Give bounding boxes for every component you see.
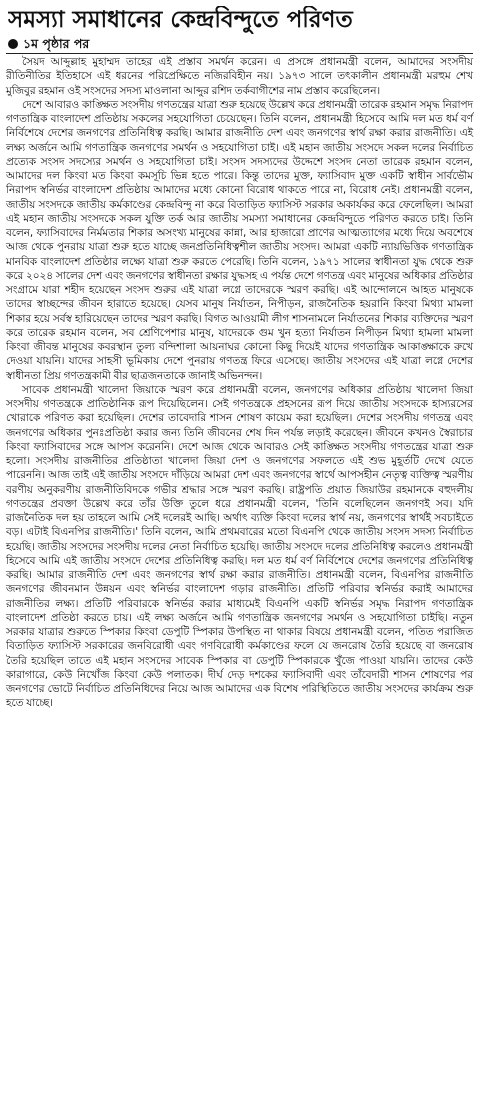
headline: সমস্যা সমাধানের কেন্দ্রবিন্দুতে পরিণত bbox=[8, 7, 353, 33]
continuation-note bbox=[8, 35, 473, 53]
paragraph-2: দেশে আবারও কাঙ্ক্ষিত সংসদীয় গণতন্ত্রের যাত্রা শুরু হয়েছে উল্লেখ করে প্রধানমন্ত্রী তারেক রহমান সমৃদ্ধ নিরাপদ গণতান্ত্রিক বাংলাদেশ প্রতিষ্ঠায় সকলের সহযোগিতা চেয়েছেন। তিনি বলেন, প্রধানমন্ত্রী হিসেবে আমি দল মত ধর্ম বর্ণ নির্বিশেষে দেশের জনগণের প্রতিনিধিত্ব করছি। আমার রাজনীতি দেশ এবং জনগণের স্বার্থ রক্ষা করার রাজনীতি। এই লক্ষ্য অর্জনে আমি গণতান্ত্রিক জনগণের সমর্থন ও সহযোগিতা চাই। এই মহান জাতীয় সংসদে সকল দলের নির্বাচিত প্রত্যেক সংসদ সদস্যের সমর্থন ও সহযোগিতা চাই। সংসদ সদস্যদের উদ্দেশে সংসদ নেতা তারেক রহমান বলেন, আমাদের দল কিংবা মত কিংবা কমসূচি ভিন্ন হতে পারে। কিন্তু তাদের মুক্ত, ফ্যাসিবাদ মুক্ত একটি স্বাধীন সার্বভৌম নিরাপদ স্বনির্ভর বাংলাদেশ প্রতিষ্ঠায় আমাদের মধ্যে কোনো বিরোধ থাকতে পারে না, বিরোধ নেই। প্রধানমন্ত্রী বলেন, জাতীয় সংসদকে জাতীয় কর্মকাণ্ডের কেন্দ্রবিন্দু না করে বিতাড়িত ফ্যাসিস্ট সরকার অকার্যকর করে ফেলেছিল। আমরা এই মহান জাতীয় সংসদকে সকল যুক্তি তর্ক আর জাতীয় সমস্যা সমাধানের কেন্দ্রবিন্দুতে পরিণত করতে চাই। তিনি বলেন, ফ্যাসিবাদের নির্মমতার শিকার অসংখ্য মানুষের কান্না, আর হাজারো প্রাণের আত্মত্যাগের মধ্যে দিয়ে অবশেষে আজ থেকে পুনরায় যাত্রা শুরু হতে যাচ্ছে জনপ্রতিনিধিত্বশীল জাতীয় সংসদ। আমরা একটি ন্যায়ভিত্তিক গণতান্ত্রিক মানবিক বাংলাদেশ প্রতিষ্ঠার লক্ষ্যে যাত্রা শুরু করতে পেরেছি। তিনি বলেন, ১৯৭১ সালের স্বাধীনতা যুদ্ধ থেকে শুরু করে ২০২৪ সালের দেশ এবং জনগণের স্বাধীনতা রক্ষার যুদ্ধসহ এ পর্যন্ত দেশে গণতন্ত্র এবং মানুষের অধিকার প্রতিষ্ঠার সংগ্রামে যারা শহীদ হয়েছেন সংসদ শুরুর এই যাত্রা লগ্নে তাদেরকে স্মরণ করছি। এই আন্দোলনে আহত মানুষকে তাদের স্বাচ্ছন্দের জীবন হারাতে হয়েছে। যেসব মানুষ নির্যাতন, নিপীড়ন, রাজনৈতিক হয়রানি কিংবা মিথ্যা মামলা শিকার হয়ে সর্বস্ব হারিয়েছেন তাদের স্মরণ করছি। বিগত আওয়ামী লীগ শাসনামলে নির্যাতনের শিকার ব্যক্তিদের স্মরণ করে তারেক রহমান বলেন, সব শ্রেণিপেশার মানুষ, যাদেরকে গুম খুন হত্যা নির্যাতন নিপীড়ন মিথ্যা হামলা মামলা কিংবা জীবন্ত মানুষের কবরস্থান তুল্য বন্দিশালা আয়নাঘর কোনো কিছু দিয়েই যাদের গণতান্ত্রিক আকাঙ্ক্ষাকে রুখে দেওয়া যায়নি। যাদের সাহসী ভূমিকায় দেশে পুনরায় গণতন্ত্র ফিরে এসেছে। জাতীয় সংসদের এই যাত্রা লগ্নে দেশের স্বাধীনতা প্রিয় গণতন্ত্রকামী বীর ছাত্রজনতাকে জানাই অভিনন্দন। bbox=[6, 98, 473, 382]
article-body bbox=[6, 55, 473, 711]
divider bbox=[6, 53, 473, 54]
paragraph-1: সৈয়দ আব্দুল্লাহ মুহাম্মদ তাহের এই প্রস্তাব সমর্থন করেন। এ প্রসঙ্গে প্রধানমন্ত্রী বলেন, আমাদের সংসদীয় রীতিনীতির ইতিহাসে এই ধরনের পরিপ্রেক্ষিতে নজিরবিহীন নয়। ১৯৭৩ সালে তৎকালীন প্রধানমন্ত্রী মরহুম শেখ মুজিবুর রহমান ওই সংসদের সদস্য মাওলানা আব্দুর রশিদ তর্কবাগীশের নাম প্রস্তাব করেছিলেন। bbox=[6, 56, 473, 97]
paragraph-3: সাবেক প্রধানমন্ত্রী খালেদা জিয়াকে স্মরণ করে প্রধানমন্ত্রী বলেন, জনগণের অধিকার প্রতিষ্ঠায় খালেদা জিয়া সংসদীয় গণতন্ত্রকে প্রাতিষ্ঠানিক রূপ দিয়েছিলেন। সেই গণতন্ত্রকে প্রহসনের রূপ দিয়ে জাতীয় সংসদকে হাস্যরসের খোরাকে পরিণত করা হয়েছিল। দেশের তাবেদারি শাসন শোষণ কায়েম করা হয়েছিল। দেশের সংসদীয় গণতন্ত্র এবং জনগণের অধিকার পুনঃপ্রতিষ্ঠা করার জন্য তিনি জীবনের শেষ দিন পর্যন্ত লড়াই করেছেন। জীবনে কখনও স্বৈরাচার কিংবা ফ্যাসিবাদের সঙ্গে আপস করেননি। দেশে আজ থেকে আবারও সেই কাঙ্ক্ষিত সংসদীয় গণতন্ত্রের যাত্রা শুরু হলো। সংসদীয় রাজনীতির প্রতিষ্ঠাতা খালেদা জিয়া দেশ ও জনগণের সফলতে এই শুভ মুহূর্তটি দেখে যেতে পারেননি। আজ তাই এই জাতীয় সংসদে দাঁড়িয়ে আমরা দেশ এবং জনগণের স্বার্থে আপসহীন নেতৃত্ব ব্যক্তিত্ব স্মরণীয় বরণীয় অনুকরণীয় রাজনীতিবিদকে গভীর শ্রদ্ধার সঙ্গে স্মরণ করছি। রাষ্ট্রপতি প্রয়াত জিয়াউর রহমানকে বহুদলীয় গণতন্ত্রের প্রবক্তা উল্লেখ করে তাঁর উক্তি তুলে ধরে প্রধানমন্ত্রী বলেন, 'তিনি বলেছিলেন জনগণই সব। যদি রাজনৈতিক দল হয় তাহলে আমি সেই দলেরই আছি। অর্থাৎ ব্যক্তি কিংবা দলের স্বার্থ নয়, জনগণের স্বার্থই সবচাইতে বড়। এটাই বিএনপির রাজনীতি।' তিনি বলেন, আমি প্রথমবারের মতো বিএনপি থেকে জাতীয় সংসদ সদস্য নির্বাচিত হয়েছি। জাতীয় সংসদের সংসদীয় দলের নেতা নির্বাচিত হয়েছি। জাতীয় সংসদে দলের প্রতিনিধিত্ব করলেও প্রধানমন্ত্রী হিসেবে আমি এই জাতীয় সংসদে দেশের প্রতিনিধিত্ব করছি। দল মত ধর্ম বর্ণ নির্বিশেষে দেশের জনগণের প্রতিনিধিত্ব করছি। আমার রাজনীতি দেশ এবং জনগণের স্বার্থ রক্ষা করার রাজনীতি। প্রধানমন্ত্রী বলেন, বিএনপির রাজনীতি জনগণের জীবনমান উন্নয়ন এবং স্বনির্ভর বাংলাদেশ গড়ার রাজনীতি। প্রতিটি পরিবার স্বনির্ভর করাই আমাদের রাজনীতির লক্ষ্য। প্রতিটি পরিবারকে স্বনির্ভর করার মাধ্যমেই বিএনপি একটি স্বনির্ভর সমৃদ্ধ নিরাপদ গণতান্ত্রিক বাংলাদেশ প্রতিষ্ঠা করতে চায়। এই লক্ষ্য অর্জনে আমি গণতান্ত্রিক জনগণের সমর্থন ও সহযোগিতা চাইছি। নতুন সরকার যাত্রার শুরুতে স্পিকার কিংবা ডেপুটি স্পিকার উপস্থিত না থাকার বিষয়ে প্রধানমন্ত্রী বলেন, পতিত পরাজিত বিতাড়িত ফ্যাসিস্ট সরকারের জনবিরোধী এবং গণবিরোধী কর্মকাণ্ডের ফলে যে জনরোষ তৈরি হয়েছে বা জনরোষ তৈরি হয়েছিল তাতে এই মহান সংসদের সাবেক স্পিকার বা ডেপুটি স্পিকারকে খুঁজে পাওয়া যায়নি। তাদের কেউ কারাগারে, কেউ নিখোঁজ কিংবা কেউ পলাতক। দীর্ঘ দেড় দশকের ফ্যাসিবাদী এবং তাঁবেদারী শাসন শোষণের পর জনগণের ভোটে নির্বাচিত প্রতিনিধিদের নিয়ে আজ আমাদের এক বিশেষ পরিস্থিতিতে জাতীয় সংসদের কার্যক্রম শুরু হতে যাচ্ছে। bbox=[6, 383, 473, 710]
bullet-icon bbox=[8, 39, 18, 49]
continuation-label: ১ম পৃষ্ঠার পর bbox=[23, 36, 90, 51]
